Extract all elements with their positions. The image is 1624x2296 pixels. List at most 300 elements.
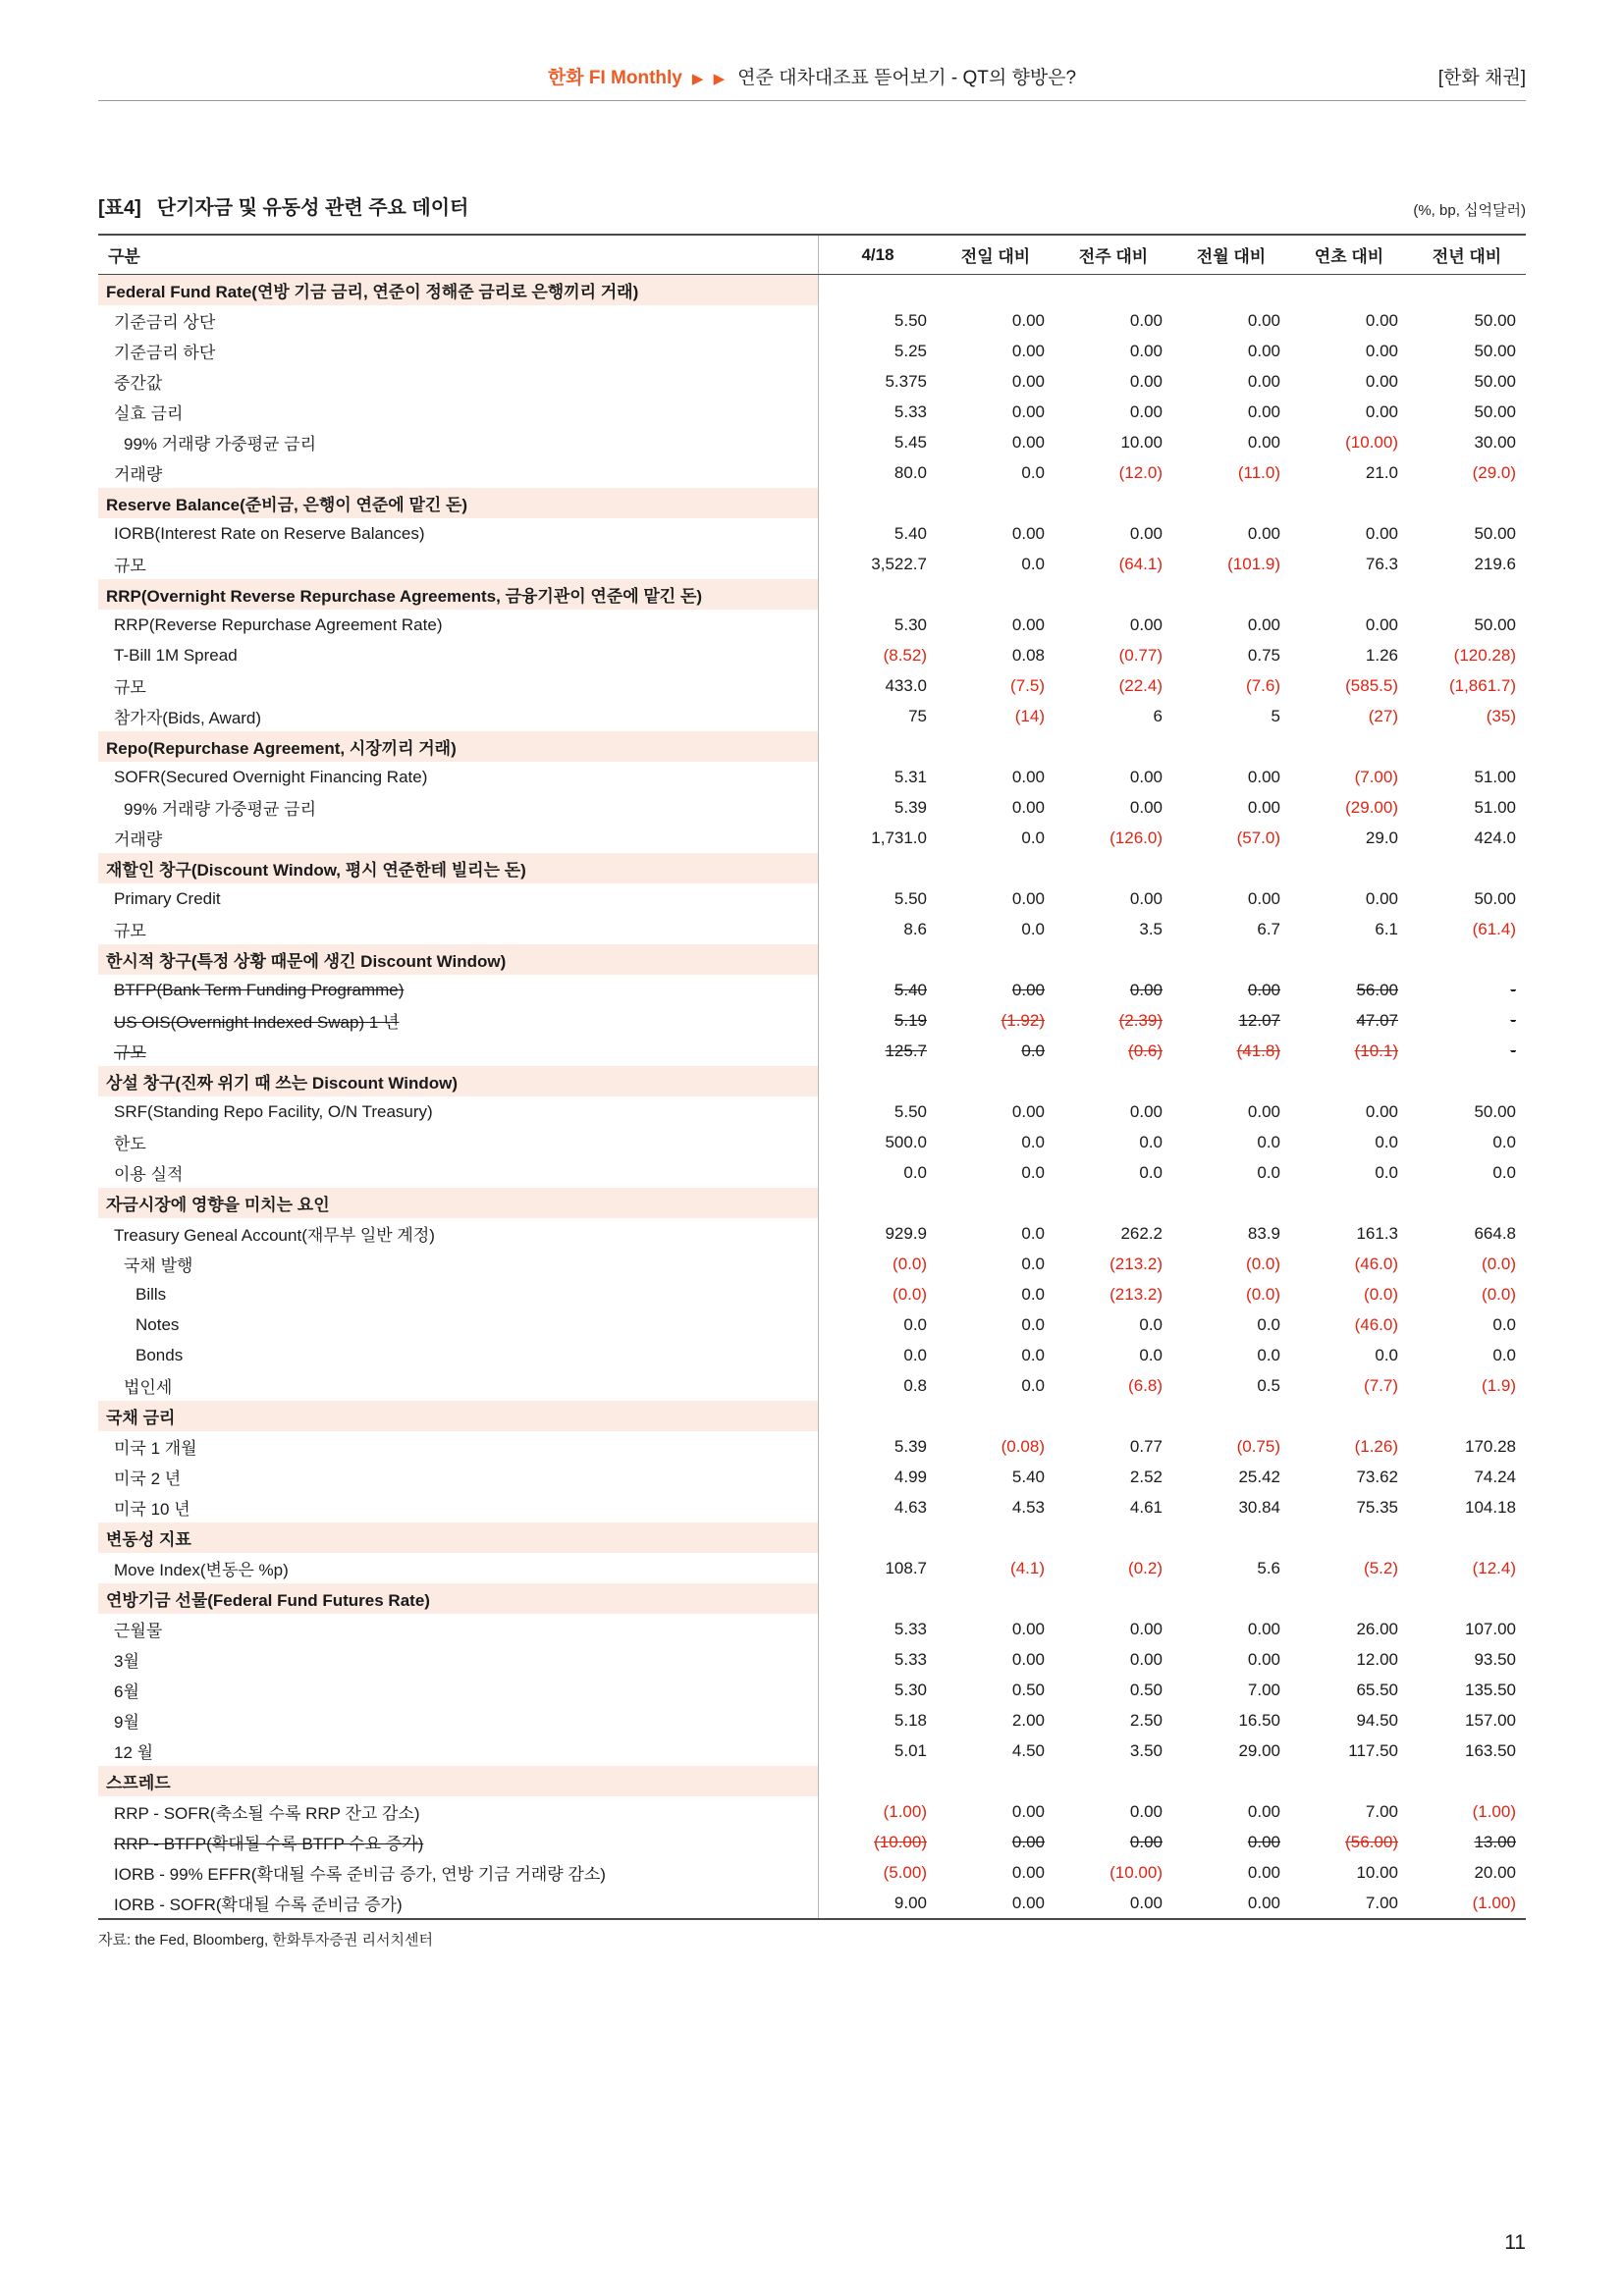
cell-value: (12.0): [1118, 462, 1163, 482]
cell-value: 0.00: [1129, 1649, 1163, 1669]
row-label: Notes: [98, 1309, 819, 1340]
cell-empty: [819, 853, 938, 883]
cell-value: 0.0: [903, 1314, 927, 1334]
cell-value: (0.0): [1482, 1284, 1516, 1304]
cell-value: 0.0: [1021, 1162, 1045, 1182]
cell-value: 0.00: [1365, 341, 1398, 360]
cell-value: 0.0: [1021, 1041, 1045, 1060]
cell-value: (6.8): [1128, 1375, 1163, 1395]
cell-value: 47.07: [1356, 1010, 1398, 1030]
table-row: [98, 397, 1526, 427]
row-label: 근월물: [98, 1614, 819, 1644]
cell-value: 5.40: [1011, 1467, 1045, 1486]
cell-value: 0.00: [1129, 1101, 1163, 1121]
cell-value: 0.00: [1247, 523, 1280, 543]
cell-empty: [937, 853, 1055, 883]
cell-value: 0.00: [1247, 341, 1280, 360]
cell-value: 0.50: [1129, 1680, 1163, 1699]
cell-value: 107.00: [1465, 1619, 1516, 1638]
cell-value: 4.61: [1129, 1497, 1163, 1517]
cell-value: 424.0: [1474, 828, 1516, 847]
cell-value: 83.9: [1247, 1223, 1280, 1243]
cell-value: 0.0: [1257, 1162, 1280, 1182]
cell-value: 30.00: [1474, 432, 1516, 452]
cell-value: 50.00: [1474, 341, 1516, 360]
cell-value: 2.52: [1129, 1467, 1163, 1486]
cell-value: 0.00: [1365, 310, 1398, 330]
cell-value: 0.00: [1365, 401, 1398, 421]
table-row: [98, 1036, 1526, 1066]
cell-value: 10.00: [1120, 432, 1163, 452]
row-label: RRP - SOFR(축소될 수록 RRP 잔고 감소): [98, 1796, 819, 1827]
table-caption: [98, 191, 468, 220]
table-header: [98, 235, 1526, 275]
cell-value: 30.84: [1238, 1497, 1280, 1517]
cell-value: 12.00: [1356, 1649, 1398, 1669]
cell-empty: [937, 1066, 1055, 1096]
cell-value: 75.35: [1356, 1497, 1398, 1517]
cell-value: 65.50: [1356, 1680, 1398, 1699]
table-row: [98, 427, 1526, 457]
doc-header-right: [한화 채권]: [1437, 68, 1526, 88]
cell-value: (10.00): [1345, 432, 1398, 452]
cell-value: 170.28: [1465, 1436, 1516, 1456]
cell-empty: [1408, 1401, 1526, 1431]
row-label: 12 월: [98, 1735, 819, 1766]
cell-value: 10.00: [1356, 1862, 1398, 1882]
cell-value: 0.0: [1375, 1132, 1398, 1151]
table-row: [98, 1157, 1526, 1188]
cell-value: 0.0: [903, 1162, 927, 1182]
cell-value: 0.08: [1011, 645, 1045, 665]
cell-empty: [819, 1583, 938, 1614]
table-row: [98, 1675, 1526, 1705]
row-label: 기준금리 하단: [98, 336, 819, 366]
cell-value: 5.50: [893, 888, 927, 908]
cell-value: 219.6: [1474, 554, 1516, 573]
cell-empty: [819, 1522, 938, 1553]
cell-empty: [1172, 275, 1290, 306]
table-row: [98, 1127, 1526, 1157]
cell-empty: [1172, 1188, 1290, 1218]
table-row: [98, 1857, 1526, 1888]
cell-value: 5.40: [893, 980, 927, 999]
cell-empty: [937, 579, 1055, 610]
cell-value: 6: [1153, 706, 1163, 725]
cell-value: 0.00: [1129, 980, 1163, 999]
cell-empty: [1055, 1766, 1172, 1796]
cell-value: 0.00: [1011, 1832, 1045, 1851]
cell-value: 117.50: [1348, 1740, 1398, 1760]
cell-empty: [1408, 1766, 1526, 1796]
cell-value: 0.00: [1129, 797, 1163, 817]
cell-value: 0.00: [1011, 341, 1045, 360]
cell-value: 0.0: [1021, 1284, 1045, 1304]
cell-value: 9.00: [893, 1893, 927, 1912]
table-row: [98, 1492, 1526, 1522]
cell-empty: [937, 944, 1055, 975]
table-header-row: [98, 235, 1526, 275]
cell-value: 0.00: [1365, 888, 1398, 908]
cell-empty: [819, 731, 938, 762]
cell-value: 108.7: [885, 1558, 927, 1577]
cell-value: 5.25: [893, 341, 927, 360]
cell-value: 3.50: [1129, 1740, 1163, 1760]
cell-value: 4.53: [1011, 1497, 1045, 1517]
cell-empty: [819, 275, 938, 306]
cell-value: (0.6): [1128, 1041, 1163, 1060]
cell-value: (46.0): [1354, 1254, 1398, 1273]
cell-empty: [1172, 579, 1290, 610]
cell-value: 1.26: [1365, 645, 1398, 665]
cell-value: 0.0: [1375, 1162, 1398, 1182]
cell-value: 29.0: [1365, 828, 1398, 847]
section-row: [98, 579, 1526, 610]
row-label: 99% 거래량 가중평균 금리: [98, 427, 819, 457]
cell-value: 0.00: [1129, 1893, 1163, 1912]
cell-value: (0.08): [1001, 1436, 1045, 1456]
cell-value: 5.30: [893, 1680, 927, 1699]
section-row: [98, 488, 1526, 518]
row-label: 미국 10 년: [98, 1492, 819, 1522]
column-header-ytd: 연초 대비: [1290, 235, 1408, 275]
cell-value: 0.00: [1247, 1893, 1280, 1912]
section-label: 스프레드: [98, 1766, 819, 1796]
table-row: [98, 914, 1526, 944]
section-row: [98, 944, 1526, 975]
section-label: 한시적 창구(특정 상황 때문에 생긴 Discount Window): [98, 944, 819, 975]
cell-value: 5.50: [893, 1101, 927, 1121]
cell-value: (8.52): [883, 645, 927, 665]
cell-value: 74.24: [1474, 1467, 1516, 1486]
cell-value: 929.9: [885, 1223, 927, 1243]
cell-value: 0.0: [1139, 1314, 1163, 1334]
table-row: [98, 1735, 1526, 1766]
section-row: [98, 1401, 1526, 1431]
cell-empty: [1408, 944, 1526, 975]
row-label: IORB(Interest Rate on Reserve Balances): [98, 518, 819, 549]
cell-value: 0.00: [1129, 767, 1163, 786]
row-label: 규모: [98, 549, 819, 579]
cell-value: 0.0: [1139, 1162, 1163, 1182]
cell-empty: [937, 1401, 1055, 1431]
cell-value: 0.00: [1247, 888, 1280, 908]
cell-empty: [937, 275, 1055, 306]
cell-value: 50.00: [1474, 523, 1516, 543]
cell-value: 0.00: [1011, 614, 1045, 634]
cell-value: 51.00: [1474, 797, 1516, 817]
row-label: 거래량: [98, 823, 819, 853]
row-label: 미국 2 년: [98, 1462, 819, 1492]
cell-empty: [1055, 1522, 1172, 1553]
cell-value: (11.0): [1237, 462, 1280, 482]
cell-value: 29.00: [1238, 1740, 1280, 1760]
row-label: Treasury Geneal Account(재무부 일반 계정): [98, 1218, 819, 1249]
cell-value: (10.00): [1110, 1862, 1163, 1882]
table-row: [98, 883, 1526, 914]
cell-value: (0.75): [1236, 1436, 1280, 1456]
table-caption-text: 단기자금 및 유동성 관련 주요 데이터: [156, 197, 469, 219]
cell-value: (1.00): [1472, 1801, 1516, 1821]
cell-value: 7.00: [1365, 1893, 1398, 1912]
row-label: 미국 1 개월: [98, 1431, 819, 1462]
cell-value: 0.0: [1492, 1132, 1516, 1151]
cell-value: -: [1510, 1010, 1516, 1030]
cell-empty: [819, 1066, 938, 1096]
row-label: Bills: [98, 1279, 819, 1309]
cell-value: 0.00: [1247, 401, 1280, 421]
section-row: [98, 731, 1526, 762]
row-label: Primary Credit: [98, 883, 819, 914]
cell-value: (1.9): [1482, 1375, 1516, 1395]
column-header-dod: 전일 대비: [937, 235, 1055, 275]
cell-value: 5.40: [893, 523, 927, 543]
row-label: 중간값: [98, 366, 819, 397]
section-row: [98, 1583, 1526, 1614]
cell-empty: [1408, 1188, 1526, 1218]
cell-value: 0.0: [903, 1345, 927, 1364]
cell-value: (10.1): [1354, 1041, 1398, 1060]
cell-value: 51.00: [1474, 767, 1516, 786]
column-header-wow: 전주 대비: [1055, 235, 1172, 275]
table-row: [98, 1796, 1526, 1827]
cell-value: 0.0: [1257, 1345, 1280, 1364]
section-label: RRP(Overnight Reverse Repurchase Agreements, 금융기관이 연준에 맡긴 돈): [98, 579, 819, 610]
cell-value: 262.2: [1120, 1223, 1163, 1243]
cell-value: 3.5: [1139, 919, 1163, 938]
cell-value: (29.00): [1345, 797, 1398, 817]
table-row: [98, 1370, 1526, 1401]
cell-value: 0.8: [903, 1375, 927, 1395]
table-row: [98, 1827, 1526, 1857]
cell-value: (0.0): [1482, 1254, 1516, 1273]
cell-value: 93.50: [1474, 1649, 1516, 1669]
row-label: 거래량: [98, 457, 819, 488]
cell-value: 5.19: [893, 1010, 927, 1030]
cell-empty: [1172, 1522, 1290, 1553]
cell-value: -: [1510, 980, 1516, 999]
table-row: [98, 1431, 1526, 1462]
cell-value: (1,861.7): [1448, 675, 1516, 695]
cell-value: 0.00: [1011, 523, 1045, 543]
cell-value: 4.99: [893, 1467, 927, 1486]
row-label: IORB - 99% EFFR(확대될 수록 준비금 증가, 연방 기금 거래량 감소): [98, 1857, 819, 1888]
cell-empty: [819, 1766, 938, 1796]
row-label: SOFR(Secured Overnight Financing Rate): [98, 762, 819, 792]
cell-value: 135.50: [1465, 1680, 1516, 1699]
doc-header-center: [98, 63, 1526, 89]
column-header-mom: 전월 대비: [1172, 235, 1290, 275]
cell-value: 6.7: [1257, 919, 1280, 938]
cell-value: (29.0): [1472, 462, 1516, 482]
section-label: 변동성 지표: [98, 1522, 819, 1553]
cell-value: 0.77: [1129, 1436, 1163, 1456]
cell-value: (7.6): [1246, 675, 1280, 695]
cell-value: (0.0): [1246, 1284, 1280, 1304]
double-arrow-icon: ▶ ▶: [691, 71, 729, 87]
column-header-date: 4/18: [819, 235, 938, 275]
cell-value: 6.1: [1375, 919, 1398, 938]
table-row: [98, 792, 1526, 823]
cell-value: 0.00: [1129, 614, 1163, 634]
section-row: [98, 853, 1526, 883]
cell-value: 0.0: [1021, 828, 1045, 847]
cell-value: 0.00: [1247, 371, 1280, 391]
row-label: Bonds: [98, 1340, 819, 1370]
cell-value: (5.00): [883, 1862, 927, 1882]
cell-empty: [1172, 731, 1290, 762]
cell-empty: [937, 1522, 1055, 1553]
cell-value: 0.00: [1129, 1801, 1163, 1821]
section-label: 상설 창구(진짜 위기 때 쓰는 Discount Window): [98, 1066, 819, 1096]
cell-empty: [819, 1188, 938, 1218]
cell-empty: [1408, 275, 1526, 306]
cell-value: 0.0: [1021, 1132, 1045, 1151]
cell-value: (22.4): [1118, 675, 1163, 695]
cell-value: 104.18: [1465, 1497, 1516, 1517]
cell-value: 0.00: [1011, 1862, 1045, 1882]
cell-value: 0.00: [1247, 432, 1280, 452]
cell-empty: [1290, 275, 1408, 306]
cell-value: (213.2): [1110, 1254, 1163, 1273]
cell-empty: [1290, 944, 1408, 975]
cell-value: 73.62: [1356, 1467, 1398, 1486]
cell-value: 0.0: [1021, 919, 1045, 938]
cell-value: 0.00: [1247, 614, 1280, 634]
cell-value: 56.00: [1356, 980, 1398, 999]
cell-empty: [1055, 853, 1172, 883]
cell-empty: [1055, 1401, 1172, 1431]
cell-value: 0.0: [1492, 1162, 1516, 1182]
table-row: [98, 457, 1526, 488]
cell-value: 5.39: [893, 1436, 927, 1456]
cell-value: 2.00: [1011, 1710, 1045, 1730]
cell-value: 0.0: [1375, 1345, 1398, 1364]
cell-value: (12.4): [1472, 1558, 1516, 1577]
cell-value: 8.6: [903, 919, 927, 938]
cell-value: 12.07: [1238, 1010, 1280, 1030]
cell-empty: [1172, 853, 1290, 883]
cell-value: 0.00: [1247, 980, 1280, 999]
liquidity-data-table: [98, 234, 1526, 1920]
section-row: [98, 1766, 1526, 1796]
cell-value: 0.00: [1247, 1862, 1280, 1882]
cell-value: (46.0): [1354, 1314, 1398, 1334]
cell-value: 0.0: [1021, 462, 1045, 482]
cell-empty: [1290, 1766, 1408, 1796]
cell-value: 5.30: [893, 614, 927, 634]
cell-empty: [937, 731, 1055, 762]
section-label: 재할인 창구(Discount Window, 평시 연준한테 빌리는 돈): [98, 853, 819, 883]
cell-value: (41.8): [1236, 1041, 1280, 1060]
cell-value: 0.00: [1129, 1832, 1163, 1851]
table-row: [98, 1705, 1526, 1735]
cell-empty: [1408, 579, 1526, 610]
cell-value: 5.6: [1257, 1558, 1280, 1577]
cell-value: (4.1): [1010, 1558, 1045, 1577]
cell-value: (7.5): [1010, 675, 1045, 695]
cell-value: 0.0: [1492, 1345, 1516, 1364]
cell-value: 0.5: [1257, 1375, 1280, 1395]
cell-value: 5.45: [893, 432, 927, 452]
cell-value: 20.00: [1474, 1862, 1516, 1882]
row-label: 3월: [98, 1644, 819, 1675]
cell-value: 0.0: [1257, 1314, 1280, 1334]
cell-value: 125.7: [885, 1041, 927, 1060]
cell-value: 0.00: [1011, 1619, 1045, 1638]
table-row: [98, 701, 1526, 731]
cell-value: 433.0: [885, 675, 927, 695]
cell-value: (1.26): [1354, 1436, 1398, 1456]
row-label: 99% 거래량 가중평균 금리: [98, 792, 819, 823]
cell-value: 0.0: [1492, 1314, 1516, 1334]
cell-value: (0.0): [893, 1254, 927, 1273]
table-row: [98, 762, 1526, 792]
table-row: [98, 1888, 1526, 1919]
table-row: [98, 1249, 1526, 1279]
cell-value: 2.50: [1129, 1710, 1163, 1730]
cell-empty: [1055, 1188, 1172, 1218]
cell-empty: [937, 1766, 1055, 1796]
table-row: [98, 1309, 1526, 1340]
doc-title: 연준 대차대조표 뜯어보기 - QT의 향방은?: [737, 68, 1077, 88]
cell-value: 5.39: [893, 797, 927, 817]
cell-value: 16.50: [1238, 1710, 1280, 1730]
cell-value: -: [1510, 1041, 1516, 1060]
cell-value: 0.00: [1011, 797, 1045, 817]
table-caption-row: [98, 191, 1526, 220]
cell-value: 80.0: [893, 462, 927, 482]
cell-value: (1.92): [1001, 1010, 1045, 1030]
cell-value: (1.00): [1472, 1893, 1516, 1912]
cell-value: 0.00: [1011, 888, 1045, 908]
row-label: Move Index(변동은 %p): [98, 1553, 819, 1583]
cell-value: 4.50: [1011, 1740, 1045, 1760]
table-row: [98, 640, 1526, 670]
table-row: [98, 518, 1526, 549]
row-label: RRP(Reverse Repurchase Agreement Rate): [98, 610, 819, 640]
table-row: [98, 366, 1526, 397]
cell-value: 0.00: [1247, 1619, 1280, 1638]
cell-value: 0.00: [1129, 310, 1163, 330]
cell-value: 0.00: [1247, 797, 1280, 817]
table-row: [98, 610, 1526, 640]
row-label: T-Bill 1M Spread: [98, 640, 819, 670]
cell-value: 0.00: [1129, 341, 1163, 360]
cell-value: 5.50: [893, 310, 927, 330]
cell-empty: [1408, 853, 1526, 883]
cell-empty: [819, 579, 938, 610]
cell-value: 163.50: [1465, 1740, 1516, 1760]
cell-empty: [1172, 1401, 1290, 1431]
row-label: 규모: [98, 670, 819, 701]
cell-empty: [1055, 275, 1172, 306]
section-label: Repo(Repurchase Agreement, 시장끼리 거래): [98, 731, 819, 762]
cell-value: 0.0: [1139, 1132, 1163, 1151]
cell-value: (0.0): [1246, 1254, 1280, 1273]
cell-value: 0.0: [1257, 1132, 1280, 1151]
section-row: [98, 1522, 1526, 1553]
row-label: RRP - BTFP(확대될 수록 BTFP 수요 증가): [98, 1827, 819, 1857]
cell-value: 50.00: [1474, 310, 1516, 330]
row-label: 기준금리 상단: [98, 305, 819, 336]
cell-value: (56.00): [1345, 1832, 1398, 1851]
cell-empty: [819, 944, 938, 975]
cell-value: 0.75: [1247, 645, 1280, 665]
table-row: [98, 1553, 1526, 1583]
table-row: [98, 1279, 1526, 1309]
cell-value: 0.00: [1011, 371, 1045, 391]
